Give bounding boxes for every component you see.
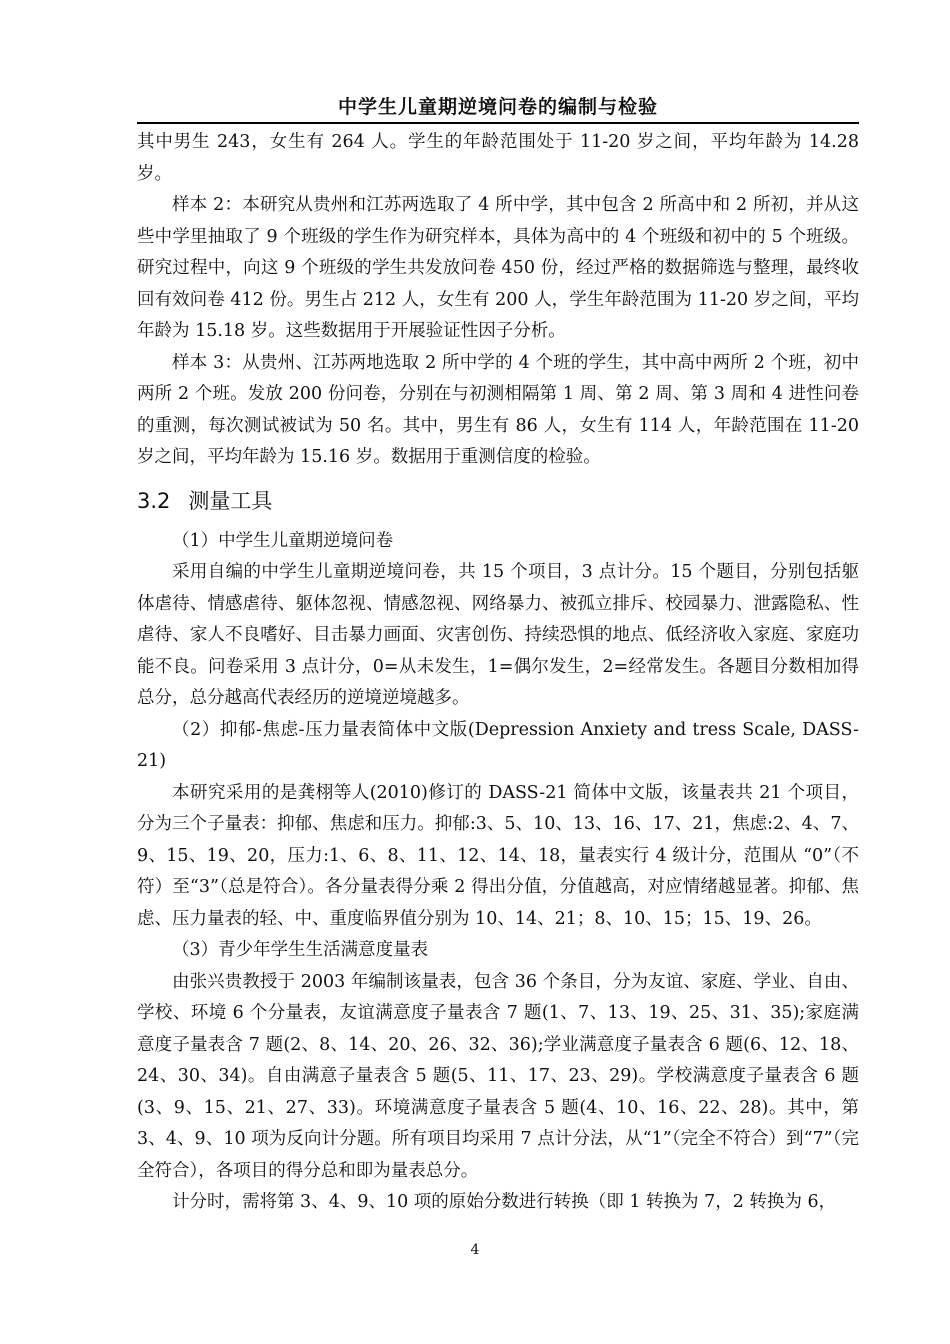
section-heading [137,484,859,518]
paragraph-adversity-questionnaire: 采用自编的中学生儿童期逆境问卷，共 15 个项目，3 点计分。15 个题目，分别包括躯体虐待、情感虐待、躯体忽视、情感忽视、网络暴力、被孤立排斥、校园暴力、泄露隐私、性虐待、家人不良嗜好、目击暴力画面、灾害创伤、持续恐惧的地点、低经济收入家庭、家庭功能不良。问卷采用 3 点计分，0=从未发生，1=偶尔发生，2=经常发生。各题目分数相加得总分，总分越高代表经历的逆境逆境越多。 [137,562,859,708]
subheading-3: （3）青少年学生生活满意度量表 [172,940,429,960]
paragraph-continuation: 其中男生 243，女生有 264 人。学生的年龄范围处于 11-20 岁之间，平均年龄为 14.28 岁。 [137,132,859,184]
subheading-1: （1）中学生儿童期逆境问卷 [172,530,394,551]
paragraph-sample-3: 样本 3：从贵州、江苏两地选取 2 所中学的 4 个班的学生，其中高中两所 2 个班，初中两所 2 个班。发放 200 份问卷，分别在与初测相隔第 1 周、第 2 周、第 3 周和 4 进性问卷的重测，每次测试被试为 50 名。其中，男生有 86 人，女生有 114 人，年龄范围在 11-20 岁之间，平均年龄为 15.16 岁。数据用于重测信度的检验。 [137,352,859,467]
paragraph-scoring: 计分时，需将第 3、4、9、10 项的原始分数进行转换（即 1 转换为 7，2 转换为 6， [172,1192,837,1212]
subheading-2: （2）抑郁-焦虑-压力量表简体中文版(Depression Anxiety and tress Scale, DASS-21) [137,719,859,771]
paragraph-life-satisfaction: 由张兴贵教授于 2003 年编制该量表，包含 36 个条目，分为友谊、家庭、学业、自由、学校、环境 6 个分量表，友谊满意度子量表含 7 题(1、7、13、19、25、31、35);家庭满意度子量表含 7 题(2、8、14、20、26、32、36);学业满意度子量表含 6 题(6、12、18、24、30、34)。自由满意子量表含 5 题(5、11、17、23、29)。学校满意度子量表含 6 题(3、9、15、21、27、33)。环境满意度子量表含 5 题(4、10、16、22、28)。其中，第 3、4、9、10 项为反向计分题。所有项目均采用 7 点计分法，从“1”（完全不符合）到“7”（完全符合），各项目的得分总和即为量表总分。 [137,971,859,1181]
running-header: 中学生儿童期逆境问卷的编制与检验 [137,92,859,124]
section-title: 测量工具 [188,488,273,513]
paragraph-sample-2: 样本 2：本研究从贵州和江苏两选取了 4 所中学，其中包含 2 所高中和 2 所初，并从这些中学里抽取了 9 个班级的学生作为研究样本，具体为高中的 4 个班级和初中的 5 个班级。研究过程中，向这 9 个班级的学生共发放问卷 450 份，经过严格的数据筛选与整理，最终收回有效问卷 412 份。男生占 212 人，女生有 200 人，学生年龄范围为 11-20 岁之间，平均年龄为 15.18 岁。这些数据用于开展验证性因子分析。 [137,195,859,341]
paragraph-dass21: 本研究采用的是龚栩等人(2010)修订的 DASS-21 简体中文版，该量表共 21 个项目，分为三个子量表：抑郁、焦虑和压力。抑郁:3、5、10、13、16、17、21，焦虑:2、4、7、9、15、19、20，压力:1、6、8、11、12、14、18，量表实行 4 级计分，范围从 “0”（不符）至“3”（总是符合）。各分量表得分乘 2 得出分值，分值越高，对应情绪越显著。抑郁、焦虑、压力量表的轻、中、重度临界值分别为 10、14、21；8、10、15；15、19、26。 [137,782,859,929]
page-number: 4 [470,1242,480,1258]
section-number: 3.2 [137,488,171,513]
body-text [137,127,859,1219]
